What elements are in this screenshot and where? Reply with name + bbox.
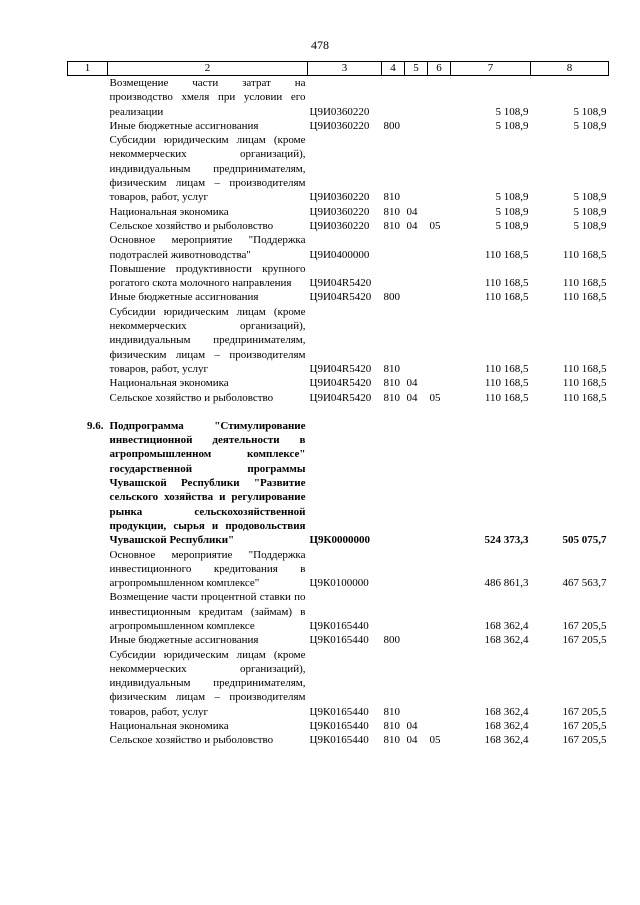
amount-col-7-cell: 110 168,5 <box>484 291 529 304</box>
expense-type-cell: 810 <box>383 362 400 375</box>
expense-type-cell: 810 <box>383 705 400 718</box>
budget-table <box>67 61 609 748</box>
amount-col-7-cell: 110 168,5 <box>484 391 529 404</box>
subsection-code-cell <box>428 419 451 548</box>
amount-col-8-cell: 505 075,7 <box>562 534 607 547</box>
section-code-cell: 04 <box>406 377 418 390</box>
table-row <box>68 205 609 219</box>
target-article-cell: Ц9К0165440 <box>309 705 369 718</box>
amount-col-7-cell: 110 168,5 <box>484 377 529 390</box>
amount-col-7-cell: 5 108,9 <box>495 205 529 218</box>
expense-type-cell <box>382 262 405 291</box>
section-number-cell <box>68 648 108 719</box>
header-col-6: 6 <box>428 62 451 76</box>
table-row <box>68 233 609 262</box>
subsection-code-cell <box>428 76 451 119</box>
description-cell: Подпрограмма "Стимулирование инвестиционной деятельности в агропромышленном комплексе" государственной программы Чувашской Республики "Развитие сельского хозяйства и регулирование рынка сельскохозяйственной продукции, сырья и продовольствия Чувашской Республики" <box>109 419 306 547</box>
target-article-cell: Ц9И04R5420 <box>309 391 372 404</box>
target-article-cell: Ц9И04R5420 <box>309 377 372 390</box>
section-number-cell <box>68 76 108 119</box>
subsection-code-cell <box>428 262 451 291</box>
section-code-cell <box>405 233 428 262</box>
section-code-cell: 04 <box>406 391 418 404</box>
table-row <box>68 633 609 647</box>
table-row <box>68 548 609 591</box>
expense-type-cell <box>382 590 405 633</box>
table-row <box>68 719 609 733</box>
section-code-cell <box>405 305 428 376</box>
amount-col-7-cell: 110 168,5 <box>484 248 529 261</box>
description-cell: Сельское хозяйство и рыболовство <box>109 734 274 747</box>
page-number: 478 <box>311 38 329 52</box>
section-code-cell: 04 <box>406 219 418 232</box>
section-code-cell <box>405 76 428 119</box>
header-col-8: 8 <box>531 62 609 76</box>
section-number-cell <box>68 233 108 262</box>
section-code-cell <box>405 648 428 719</box>
subsection-code-cell <box>428 205 451 219</box>
expense-type-cell <box>382 76 405 119</box>
amount-col-7-cell: 168 362,4 <box>484 634 529 647</box>
amount-col-7-cell: 168 362,4 <box>484 619 529 632</box>
section-number-cell <box>68 590 108 633</box>
amount-col-8-cell: 5 108,9 <box>573 191 607 204</box>
section-number-cell <box>68 733 108 747</box>
table-row <box>68 733 609 747</box>
table-row <box>68 219 609 233</box>
section-number-cell <box>68 205 108 219</box>
target-article-cell: Ц9И0360220 <box>309 205 370 218</box>
amount-col-8-cell: 110 168,5 <box>562 362 607 375</box>
header-col-2: 2 <box>108 62 308 76</box>
target-article-cell: Ц9К0165440 <box>309 634 369 647</box>
description-cell: Сельское хозяйство и рыболовство <box>109 391 274 404</box>
section-code-cell <box>405 548 428 591</box>
section-number-cell <box>68 719 108 733</box>
subsection-code-cell <box>428 305 451 376</box>
amount-col-8-cell: 5 108,9 <box>573 205 607 218</box>
amount-col-8-cell: 167 205,5 <box>562 705 607 718</box>
description-cell: Основное мероприятие "Поддержка подотраслей животноводства" <box>109 234 306 261</box>
description-cell: Основное мероприятие "Поддержка инвестиционного кредитования в агропромышленном комплексе" <box>109 548 306 590</box>
amount-col-8-cell: 5 108,9 <box>573 119 607 132</box>
expense-type-cell: 810 <box>383 720 400 733</box>
amount-col-7-cell: 524 373,3 <box>484 534 529 547</box>
expense-type-cell: 800 <box>383 119 400 132</box>
section-code-cell <box>405 633 428 647</box>
table-row <box>68 376 609 390</box>
section-code-cell <box>405 133 428 204</box>
description-cell: Субсидии юридическим лицам (кроме некоммерческих организаций), индивидуальным предпринимателям, физическим лицам – производителям товаров, работ, услуг <box>109 134 306 204</box>
subsection-code-cell <box>428 376 451 390</box>
expense-type-cell: 810 <box>383 205 400 218</box>
table-body <box>68 76 609 748</box>
target-article-cell: Ц9К0100000 <box>309 577 369 590</box>
expense-type-cell: 810 <box>383 219 400 232</box>
header-col-3: 3 <box>308 62 382 76</box>
section-number-cell <box>68 219 108 233</box>
table-row <box>68 290 609 304</box>
amount-col-8-cell: 5 108,9 <box>573 219 607 232</box>
section-code-cell: 04 <box>406 205 418 218</box>
section-spacer <box>68 405 609 419</box>
table-row <box>68 648 609 719</box>
header-col-5: 5 <box>405 62 428 76</box>
section-number-cell <box>68 262 108 291</box>
description-cell: Иные бюджетные ассигнования <box>109 291 259 304</box>
description-cell: Повышение продуктивности крупного рогатого скота молочного направления <box>109 262 306 290</box>
description-cell: Национальная экономика <box>109 720 229 733</box>
expense-type-cell: 800 <box>383 291 400 304</box>
description-cell: Сельское хозяйство и рыболовство <box>109 219 274 232</box>
header-col-4: 4 <box>382 62 405 76</box>
amount-col-7-cell: 168 362,4 <box>484 705 529 718</box>
table-row <box>68 590 609 633</box>
section-number-cell <box>68 290 108 304</box>
section-number-cell: 9.6. <box>87 419 104 432</box>
amount-col-7-cell: 168 362,4 <box>484 720 529 733</box>
subsection-code-cell: 05 <box>429 734 441 747</box>
target-article-cell: Ц9И0360220 <box>309 119 370 132</box>
table-row <box>68 76 609 119</box>
target-article-cell: Ц9И04R5420 <box>309 277 372 290</box>
table-row <box>68 391 609 405</box>
amount-col-8-cell: 110 168,5 <box>562 291 607 304</box>
section-code-cell <box>405 290 428 304</box>
section-code-cell <box>405 419 428 548</box>
amount-col-8-cell: 167 205,5 <box>562 619 607 632</box>
amount-col-7-cell: 5 108,9 <box>495 191 529 204</box>
description-cell: Иные бюджетные ассигнования <box>109 119 259 132</box>
expense-type-cell <box>382 419 405 548</box>
expense-type-cell: 800 <box>383 634 400 647</box>
section-number-cell <box>68 133 108 204</box>
subsection-code-cell <box>428 719 451 733</box>
subsection-code-cell <box>428 648 451 719</box>
table-row <box>68 133 609 204</box>
target-article-cell: Ц9И04R5420 <box>309 362 372 375</box>
amount-col-7-cell: 5 108,9 <box>495 219 529 232</box>
section-code-cell: 04 <box>406 720 418 733</box>
subsection-code-cell <box>428 133 451 204</box>
description-cell: Иные бюджетные ассигнования <box>109 634 259 647</box>
subsection-code-cell <box>428 633 451 647</box>
section-number-cell <box>68 633 108 647</box>
amount-col-7-cell: 110 168,5 <box>484 362 529 375</box>
section-code-cell <box>405 590 428 633</box>
amount-col-8-cell: 167 205,5 <box>562 634 607 647</box>
target-article-cell: Ц9И0360220 <box>309 219 370 232</box>
amount-col-8-cell: 167 205,5 <box>562 734 607 747</box>
expense-type-cell: 810 <box>383 734 400 747</box>
target-article-cell: Ц9К0165440 <box>309 720 369 733</box>
amount-col-7-cell: 110 168,5 <box>484 277 529 290</box>
description-cell: Субсидии юридическим лицам (кроме некоммерческих организаций), индивидуальным предпринимателям, физическим лицам – производителям товаров, работ, услуг <box>109 648 306 718</box>
amount-col-8-cell: 167 205,5 <box>562 720 607 733</box>
table-row <box>68 305 609 376</box>
section-number-cell <box>68 119 108 133</box>
subsection-code-cell <box>428 548 451 591</box>
section-code-cell <box>405 119 428 133</box>
description-cell: Национальная экономика <box>109 377 229 390</box>
amount-col-8-cell: 110 168,5 <box>562 248 607 261</box>
section-number-cell <box>68 376 108 390</box>
amount-col-8-cell: 110 168,5 <box>562 277 607 290</box>
amount-col-7-cell: 168 362,4 <box>484 734 529 747</box>
target-article-cell: Ц9И04R5420 <box>309 291 372 304</box>
description-cell: Национальная экономика <box>109 205 229 218</box>
section-number-cell <box>68 548 108 591</box>
description-cell: Субсидии юридическим лицам (кроме некоммерческих организаций), индивидуальным предпринимателям, физическим лицам – производителям товаров, работ, услуг <box>109 305 306 375</box>
subsection-code-cell <box>428 233 451 262</box>
subsection-code-cell: 05 <box>429 219 441 232</box>
column-number-header <box>68 62 609 76</box>
subsection-code-cell <box>428 119 451 133</box>
amount-col-8-cell: 467 563,7 <box>562 577 607 590</box>
description-cell: Возмещение части процентной ставки по инвестиционным кредитам (займам) в агропромышленном комплексе <box>109 591 306 632</box>
target-article-cell: Ц9К0000000 <box>309 534 371 547</box>
subsection-code-cell <box>428 590 451 633</box>
target-article-cell: Ц9К0165440 <box>309 734 369 747</box>
table-row <box>68 262 609 291</box>
section-code-cell <box>405 262 428 291</box>
section-number-cell <box>68 391 108 405</box>
amount-col-8-cell: 5 108,9 <box>573 105 607 118</box>
subsection-code-cell <box>428 290 451 304</box>
amount-col-7-cell: 486 861,3 <box>484 577 529 590</box>
section-number-cell <box>68 305 108 376</box>
target-article-cell: Ц9И0360220 <box>309 191 370 204</box>
subsection-code-cell: 05 <box>429 391 441 404</box>
section-code-cell: 04 <box>406 734 418 747</box>
header-col-1: 1 <box>68 62 108 76</box>
expense-type-cell <box>382 548 405 591</box>
target-article-cell: Ц9И0400000 <box>309 248 370 261</box>
table-row <box>68 419 609 548</box>
expense-type-cell: 810 <box>383 391 400 404</box>
table-row <box>68 119 609 133</box>
amount-col-7-cell: 5 108,9 <box>495 105 529 118</box>
target-article-cell: Ц9И0360220 <box>309 105 370 118</box>
header-col-7: 7 <box>451 62 531 76</box>
expense-type-cell <box>382 233 405 262</box>
expense-type-cell: 810 <box>383 191 400 204</box>
expense-type-cell: 810 <box>383 377 400 390</box>
amount-col-8-cell: 110 168,5 <box>562 391 607 404</box>
target-article-cell: Ц9К0165440 <box>309 619 369 632</box>
description-cell: Возмещение части затрат на производство хмеля при условии его реализации <box>109 77 306 118</box>
amount-col-7-cell: 5 108,9 <box>495 119 529 132</box>
amount-col-8-cell: 110 168,5 <box>562 377 607 390</box>
